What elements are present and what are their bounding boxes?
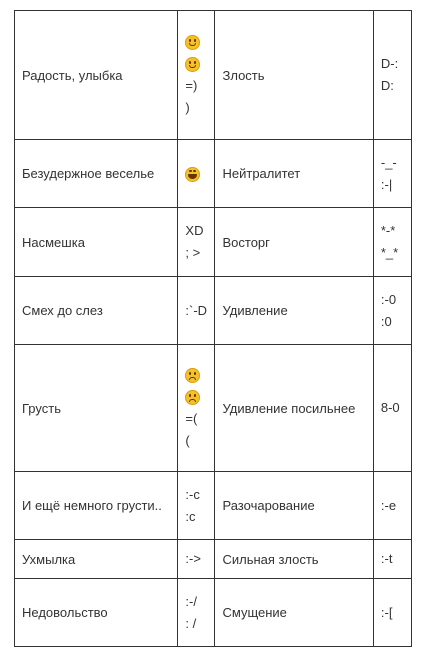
- code-cell: [373, 345, 411, 472]
- code-cell: [373, 11, 411, 140]
- emotion-cell: [215, 277, 373, 345]
- emoticon-code: :-c: [185, 486, 200, 502]
- emoticon-code: -_-: [380, 154, 397, 170]
- table-row: [15, 140, 412, 208]
- emotion-label: Нейтралитет: [222, 166, 301, 181]
- emoticon-code: 8-0: [380, 400, 400, 415]
- emoticon-code: (: [185, 433, 190, 448]
- emoticon-code: D:: [380, 78, 394, 93]
- emotion-cell: [215, 345, 373, 472]
- emotion-label: Удивление: [222, 303, 288, 318]
- code-cell: [178, 208, 215, 277]
- emoticon-code: :0: [380, 313, 392, 329]
- code-cell: [178, 540, 215, 579]
- laughing-face-icon: [185, 167, 200, 182]
- code-cell: [178, 579, 215, 647]
- emotion-cell: [15, 540, 178, 579]
- emotion-cell: [215, 540, 373, 579]
- sad-face-icon: [185, 390, 200, 405]
- code-cell: [373, 540, 411, 579]
- emotion-cell: [15, 472, 178, 540]
- emoticon-code: XD: [185, 223, 204, 238]
- emotion-cell: [15, 345, 178, 472]
- emoticon-code: :->: [185, 551, 201, 566]
- code-cell: [373, 579, 411, 647]
- smiling-face-icon: [185, 35, 200, 50]
- table-row: [15, 345, 412, 472]
- emotion-label: Смех до слез: [22, 303, 103, 318]
- emotion-label: Злость: [222, 67, 265, 83]
- emotion-cell: [15, 277, 178, 345]
- table-row: [15, 579, 412, 647]
- emotion-cell: [15, 579, 178, 647]
- emotion-cell: [215, 472, 373, 540]
- sad-face-icon: [185, 368, 200, 383]
- table-row: [15, 540, 412, 579]
- emoticon-code: ; >: [185, 245, 201, 260]
- emotion-label: Недовольство: [22, 605, 108, 620]
- code-cell: [178, 11, 215, 140]
- emoticon-code: D-:: [380, 56, 399, 71]
- table-row: [15, 208, 412, 277]
- table-row: [15, 472, 412, 540]
- emoticon-table: [14, 10, 412, 647]
- table-row: [15, 11, 412, 140]
- emoticon-code: :-[: [380, 604, 393, 620]
- emoticon-code: :`-D: [185, 302, 208, 318]
- code-cell: [373, 472, 411, 540]
- emotion-label: Разочарование: [222, 498, 315, 513]
- emotion-label: Сильная злость: [222, 551, 319, 567]
- emoticon-code: ): [185, 100, 190, 115]
- table-row: [15, 277, 412, 345]
- emoticon-code: *-*: [380, 223, 396, 238]
- code-cell: [178, 140, 215, 208]
- emotion-label: Насмешка: [22, 234, 85, 250]
- code-cell: [373, 277, 411, 345]
- emotion-label: Грусть: [22, 400, 61, 416]
- emoticon-code: =): [185, 78, 198, 93]
- emoticon-code: :c: [185, 508, 196, 524]
- emotion-cell: [15, 208, 178, 277]
- emoticon-code: :-0: [380, 291, 397, 307]
- emotion-label: Смущение: [222, 605, 287, 620]
- emoticon-code: :-/: [185, 593, 197, 609]
- code-cell: [373, 140, 411, 208]
- code-cell: [373, 208, 411, 277]
- emotion-cell: [215, 579, 373, 647]
- emotion-cell: [15, 140, 178, 208]
- code-cell: [178, 277, 215, 345]
- emotion-label: Восторг: [222, 234, 270, 250]
- emotion-label: И ещё немного грусти..: [22, 498, 162, 513]
- emotion-cell: [215, 208, 373, 277]
- emoticon-code: :-t: [380, 551, 393, 566]
- emoticon-code: :-|: [380, 176, 393, 192]
- smiling-face-icon: [185, 57, 200, 72]
- emotion-label: Безудержное веселье: [22, 166, 155, 181]
- emotion-cell: [215, 11, 373, 140]
- emoticon-code: *_*: [380, 245, 399, 260]
- emoticon-code: =(: [185, 411, 198, 426]
- emotion-label: Радость, улыбка: [22, 67, 123, 83]
- code-cell: [178, 345, 215, 472]
- emotion-cell: [15, 11, 178, 140]
- emoticon-code: : /: [185, 615, 197, 631]
- emoticon-code: :-e: [380, 497, 397, 513]
- emotion-cell: [215, 140, 373, 208]
- emotion-label: Удивление посильнее: [222, 400, 356, 416]
- code-cell: [178, 472, 215, 540]
- emotion-label: Ухмылка: [22, 551, 76, 567]
